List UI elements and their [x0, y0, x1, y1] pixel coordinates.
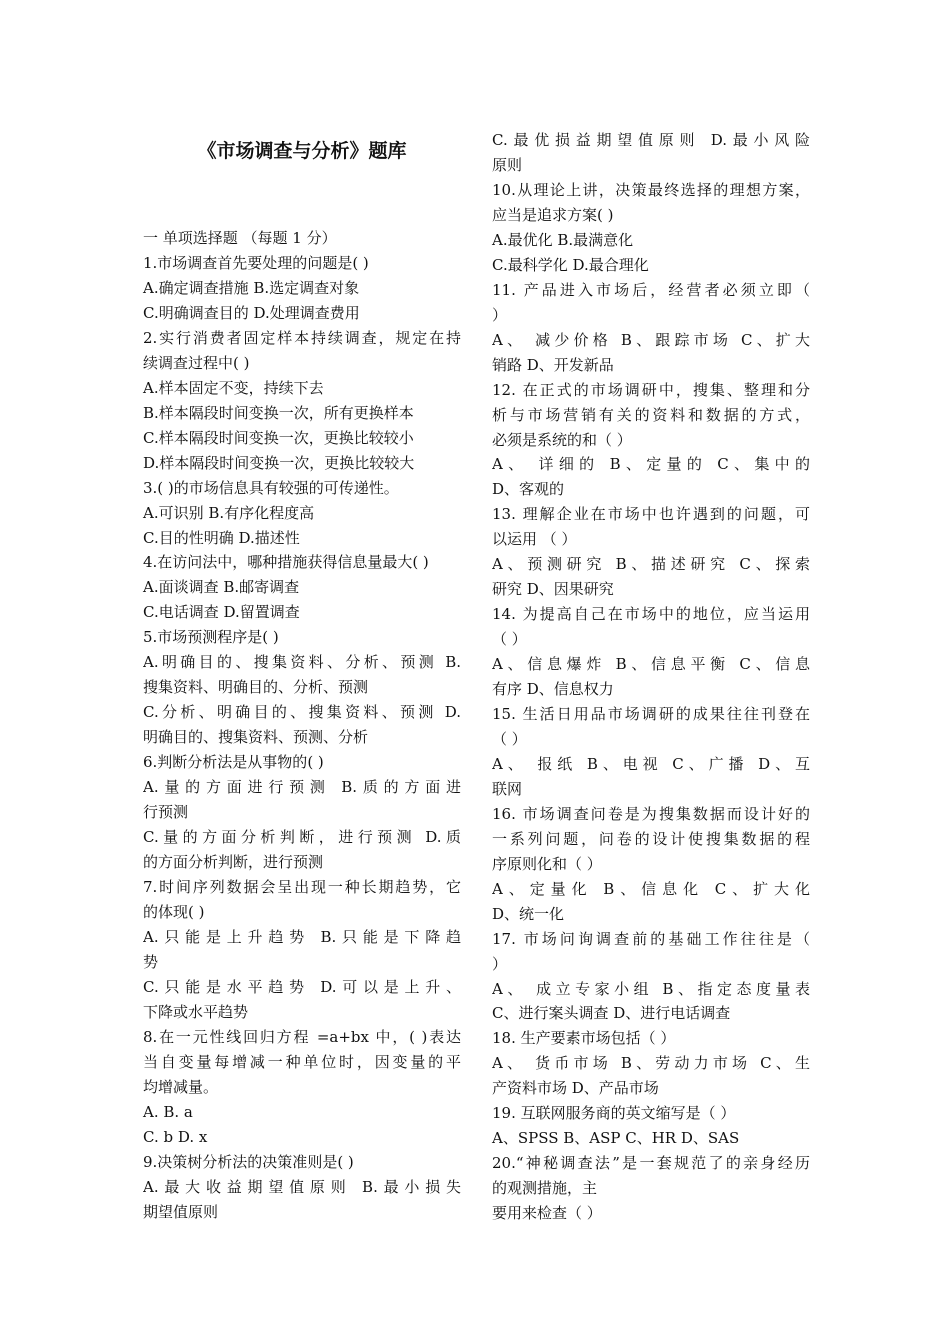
right-column-line: A.最优化 B.最满意化 — [492, 231, 634, 249]
right-column-line: A、 货币市场 B、劳动力市场 C、生 — [492, 1054, 810, 1072]
right-column-line: A、 减少价格 B、跟踪市场 C、扩大 — [492, 331, 810, 349]
left-column-line: 搜集资料、明确目的、分析、预测 — [143, 678, 369, 696]
left-column-line: 8.在一元性线回归方程 =a+bx 中，( )表达 — [143, 1028, 461, 1046]
left-column-line: 4.在访问法中，哪种措施获得信息量最大( ) — [143, 553, 429, 571]
left-column-line: 当自变量每增减一种单位时，因变量的平 — [143, 1053, 461, 1071]
right-column-line: A、 报纸 B、电视 C、广播 D、互 — [492, 755, 810, 773]
left-column-line: 行预测 — [143, 803, 189, 821]
right-column-line: A、 详细的 B、定量的 C、集中的 — [492, 455, 810, 473]
right-column-line: （ ） — [492, 730, 527, 748]
left-column-line: C.样本隔段时间变换一次，更换比较较小 — [143, 429, 414, 447]
right-column-line: 序原则化和（ ） — [492, 855, 602, 873]
right-column-line: C.最科学化 D.最合理化 — [492, 256, 649, 274]
left-column-line: A.量的方面进行预测 B.质的方面进 — [143, 778, 461, 796]
right-column-line: 15. 生活日用品市场调研的成果往往刊登在 — [492, 705, 810, 723]
left-column-line: A.确定调查措施 B.选定调查对象 — [143, 279, 360, 297]
left-column-line: 明确目的、搜集资料、预测、分析 — [143, 728, 369, 746]
left-column-line: 的体现( ) — [143, 903, 205, 921]
right-column-line: A、 成立专家小组 B、指定态度量表 — [492, 980, 810, 998]
left-column-line: C.只能是水平趋势 D.可以是上升、 — [143, 978, 461, 996]
left-column-line: C.明确调查目的 D.处理调查费用 — [143, 304, 360, 322]
right-column-line: D、客观的 — [492, 480, 565, 498]
right-column-line: D、统一化 — [492, 905, 565, 923]
right-column-line: 销路 D、开发新品 — [492, 356, 614, 374]
left-column-line: 势 — [143, 953, 159, 971]
left-column-line: 续调查过程中( ) — [143, 354, 250, 372]
left-column-line: 6.判断分析法是从事物的( ) — [143, 753, 324, 771]
right-column-line: 13. 理解企业在市场中也许遇到的问题，可 — [492, 505, 810, 523]
right-column-line: A、信息爆炸 B、信息平衡 C、信息 — [492, 655, 810, 673]
left-column-line: 的方面分析判断，进行预测 — [143, 853, 324, 871]
left-column-line: 3.( )的市场信息具有较强的可传递性。 — [143, 479, 399, 497]
right-column-line: （ ） — [492, 630, 527, 648]
left-column-line: 期望值原则 — [143, 1203, 219, 1221]
right-column-line: 18. 生产要素市场包括（ ） — [492, 1029, 676, 1047]
right-column-line: ） — [492, 955, 508, 973]
left-column-line: C.目的性明确 D.描述性 — [143, 529, 300, 547]
left-column-line: C.电话调查 D.留置调查 — [143, 603, 300, 621]
right-column-line: A、SPSS B、ASP C、HR D、SAS — [492, 1129, 740, 1147]
left-column-line: A.可识别 B.有序化程度高 — [143, 504, 315, 522]
right-column-line: 19. 互联网服务商的英文缩写是（ ） — [492, 1104, 736, 1122]
left-column-line: 下降或水平趋势 — [143, 1003, 249, 1021]
right-column-line: 的观测措施，主 — [492, 1179, 598, 1197]
left-column-line: A.样本固定不变，持续下去 — [143, 379, 324, 397]
document-title: 《市场调查与分析》题库 — [197, 140, 407, 162]
right-column-line: 要用来检查（ ） — [492, 1204, 602, 1222]
left-column-line: 2.实行消费者固定样本持续调查，规定在持 — [143, 329, 461, 347]
left-column-line: 5.市场预测程序是( ) — [143, 628, 279, 646]
right-column-line: 10.从理论上讲，决策最终选择的理想方案， — [492, 181, 810, 199]
left-column-line: C.量的方面分析判断，进行预测 D.质 — [143, 828, 461, 846]
right-column-line: 应当是追求方案( ) — [492, 206, 614, 224]
left-column-line: A.只能是上升趋势 B.只能是下降趋 — [143, 928, 461, 946]
right-column-line: 一系列问题，问卷的设计使搜集数据的程 — [492, 830, 810, 848]
right-column-line: 研究 D、因果研究 — [492, 580, 614, 598]
right-column-line: 产资料市场 D、产品市场 — [492, 1079, 659, 1097]
right-column-line: C、进行案头调查 D、进行电话调查 — [492, 1004, 731, 1022]
right-column-line: 有序 D、信息权力 — [492, 680, 614, 698]
right-column-line: 联网 — [492, 780, 523, 798]
right-column-line: 原则 — [492, 156, 523, 174]
left-column-line: 一 单项选择题 （每题 1 分） — [143, 229, 337, 247]
left-column-line: 9.决策树分析法的决策准则是( ) — [143, 1153, 354, 1171]
right-column-line: A、定量化 B、信息化 C、扩大化 — [492, 880, 810, 898]
left-column-line: B.样本隔段时间变换一次，所有更换样本 — [143, 404, 414, 422]
right-column-line: 以运用 （ ） — [492, 530, 577, 548]
right-column-line: 11. 产品进入市场后，经营者必须立即（ — [492, 281, 810, 299]
left-column-line: C.分析、明确目的、搜集资料、预测 D. — [143, 703, 461, 721]
left-column-line: A.面谈调查 B.邮寄调查 — [143, 578, 300, 596]
left-column-line: A.明确目的、搜集资料、分析、预测 B. — [143, 653, 461, 671]
right-column-line: 14. 为提高自己在市场中的地位，应当运用 — [492, 605, 810, 623]
right-column-line: 析与市场营销有关的资料和数据的方式， — [492, 406, 810, 424]
left-column-line: C. b D. x — [143, 1128, 208, 1146]
right-column-line: ） — [492, 306, 508, 324]
right-column-line: C.最优损益期望值原则 D.最小风险 — [492, 131, 810, 149]
right-column-line: 20.“神秘调查法”是一套规范了的亲身经历 — [492, 1154, 810, 1172]
right-column-line: 必须是系统的和（ ） — [492, 431, 632, 449]
right-column-line: 16. 市场调查问卷是为搜集数据而设计好的 — [492, 805, 810, 823]
left-column-line: A. B. a — [143, 1103, 193, 1121]
right-column-line: A、预测研究 B、描述研究 C、探索 — [492, 555, 810, 573]
left-column-line: A.最大收益期望值原则 B.最小损失 — [143, 1178, 461, 1196]
right-column-line: 12. 在正式的市场调研中，搜集、整理和分 — [492, 381, 810, 399]
left-column-line: 7.时间序列数据会呈出现一种长期趋势，它 — [143, 878, 461, 896]
left-column-line: D.样本隔段时间变换一次，更换比较较大 — [143, 454, 415, 472]
left-column-line: 均增减量。 — [143, 1078, 219, 1096]
right-column-line: 17. 市场问询调查前的基础工作往往是（ — [492, 930, 810, 948]
left-column-line: 1.市场调查首先要处理的问题是( ) — [143, 254, 369, 272]
